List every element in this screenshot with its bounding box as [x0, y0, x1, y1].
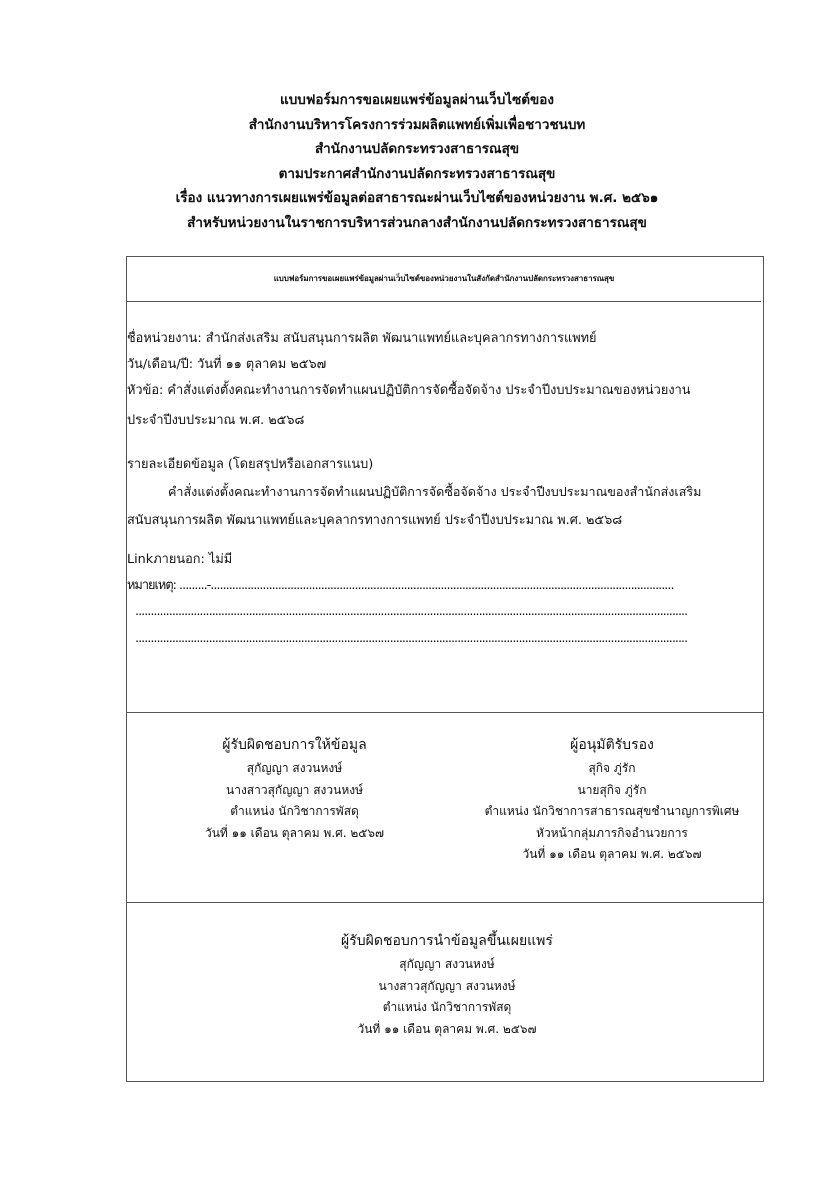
publisher-block: [287, 928, 607, 1040]
approver-signature: สุกิจ ภู่รัก: [588, 761, 636, 775]
responsible-name: นางสาวสุกัญญา สงวนหงษ์: [226, 782, 363, 797]
topic-line-1: หัวข้อ: คำสั่งแต่งตั้งคณะทำงานการจัดทำแผนปฏิบัติการจัดซื้อจัดจ้าง ประจำปีงบประมาณของหน่วยงาน: [127, 383, 691, 398]
approver-position: ตำแหน่ง นักวิชาการสาธารณสุขชำนาญการพิเศษ: [484, 804, 740, 818]
approver-name: นายสุกิจ ภู่รัก: [577, 782, 647, 797]
approver-block: [467, 732, 757, 866]
publisher-name: นางสาวสุกัญญา สงวนหงษ์: [378, 978, 516, 993]
responsible-date: วันที่ ๑๑ เดือน ตุลาคม พ.ศ. ๒๕๖๗: [204, 825, 385, 840]
remark-line: หมายเหตุ: .........-.......................................................................................................................................................: [127, 578, 674, 593]
header-line-4: ตามประกาศสำนักงานปลัดกระทรวงสาธารณสุข: [278, 165, 556, 182]
header-line-6: สำหรับหน่วยงานในราชการบริหารส่วนกลางสำนักงานปลัดกระทรวงสาธารณสุข: [187, 214, 647, 231]
details-line-1: คำสั่งแต่งตั้งคณะทำงานการจัดทำแผนปฏิบัติการจัดซื้อจัดจ้าง ประจำปีงบประมาณของสำนักส่งเสริม: [168, 484, 702, 499]
topic-line-2: ประจำปีงบประมาณ พ.ศ. ๒๕๖๘: [127, 413, 305, 428]
info-section: [127, 301, 763, 713]
request-form: [126, 256, 764, 1082]
signature-section: [127, 712, 763, 903]
publisher-position: ตำแหน่ง นักวิชาการพัสดุ: [382, 1000, 512, 1014]
form-title: แบบฟอร์มการขอเผยแพร่ข้อมูลผ่านเว็บไซต์ของหน่วยงานในสังกัดสำนักงานปลัดกระทรวงสาธารณสุข: [127, 257, 761, 302]
header-line-3: สำนักงานปลัดกระทรวงสาธารณสุข: [314, 141, 520, 157]
header-line-1: แบบฟอร์มการขอเผยแพร่ข้อมูลผ่านเว็บไซต์ของ: [280, 92, 554, 108]
responsible-heading: ผู้รับผิดชอบการให้ข้อมูล: [222, 737, 367, 753]
responsible-block: [157, 732, 432, 844]
document-header: [0, 88, 834, 235]
publisher-section: [127, 902, 763, 1083]
approver-position-2: หัวหน้ากลุ่มภารกิจอำนวยการ: [536, 825, 688, 840]
responsible-position: ตำแหน่ง นักวิชาการพัสดุ: [230, 804, 359, 818]
header-line-5: เรื่อง แนวทางการเผยแพร่ข้อมูลต่อสาธารณะผ่านเว็บไซต์ของหน่วยงาน พ.ศ. ๒๕๖๑: [175, 190, 659, 206]
details-line-2: สนับสนุนการผลิต พัฒนาแพทย์และบุคลากรทางการแพทย์ ประจำปีงบประมาณ พ.ศ. ๒๕๖๘: [127, 513, 623, 528]
agency-line: ชื่อหน่วยงาน: สำนักส่งเสริม สนับสนุนการผลิต พัฒนาแพทย์และบุคลากรทางการแพทย์: [127, 331, 597, 346]
approver-heading: ผู้อนุมัติรับรอง: [570, 737, 654, 753]
header-line-2: สำนักงานบริหารโครงการร่วมผลิตแพทย์เพิ่มเพื่อชาวชนบท: [248, 116, 586, 133]
remark-dots-2: ....................................................................................................................................................................................: [135, 631, 688, 646]
publisher-signature: สุกัญญา สงวนหงษ์: [399, 957, 495, 971]
details-label: รายละเอียดข้อมูล (โดยสรุปหรือเอกสารแนบ): [127, 457, 374, 472]
publisher-heading: ผู้รับผิดชอบการนำข้อมูลขึ้นเผยแพร่: [341, 933, 553, 949]
responsible-signature: สุกัญญา สงวนหงษ์: [246, 761, 343, 775]
date-line: วัน/เดือน/ปี: วันที่ ๑๑ ตุลาคม ๒๕๖๗: [127, 357, 327, 372]
remark-dots-1: ....................................................................................................................................................................................: [135, 604, 688, 619]
external-link-line: Linkภายนอก: ไม่มี: [127, 552, 233, 567]
publisher-date: วันที่ ๑๑ เดือน ตุลาคม พ.ศ. ๒๕๖๗: [357, 1021, 537, 1036]
approver-date: วันที่ ๑๑ เดือน ตุลาคม พ.ศ. ๒๕๖๗: [522, 847, 702, 861]
